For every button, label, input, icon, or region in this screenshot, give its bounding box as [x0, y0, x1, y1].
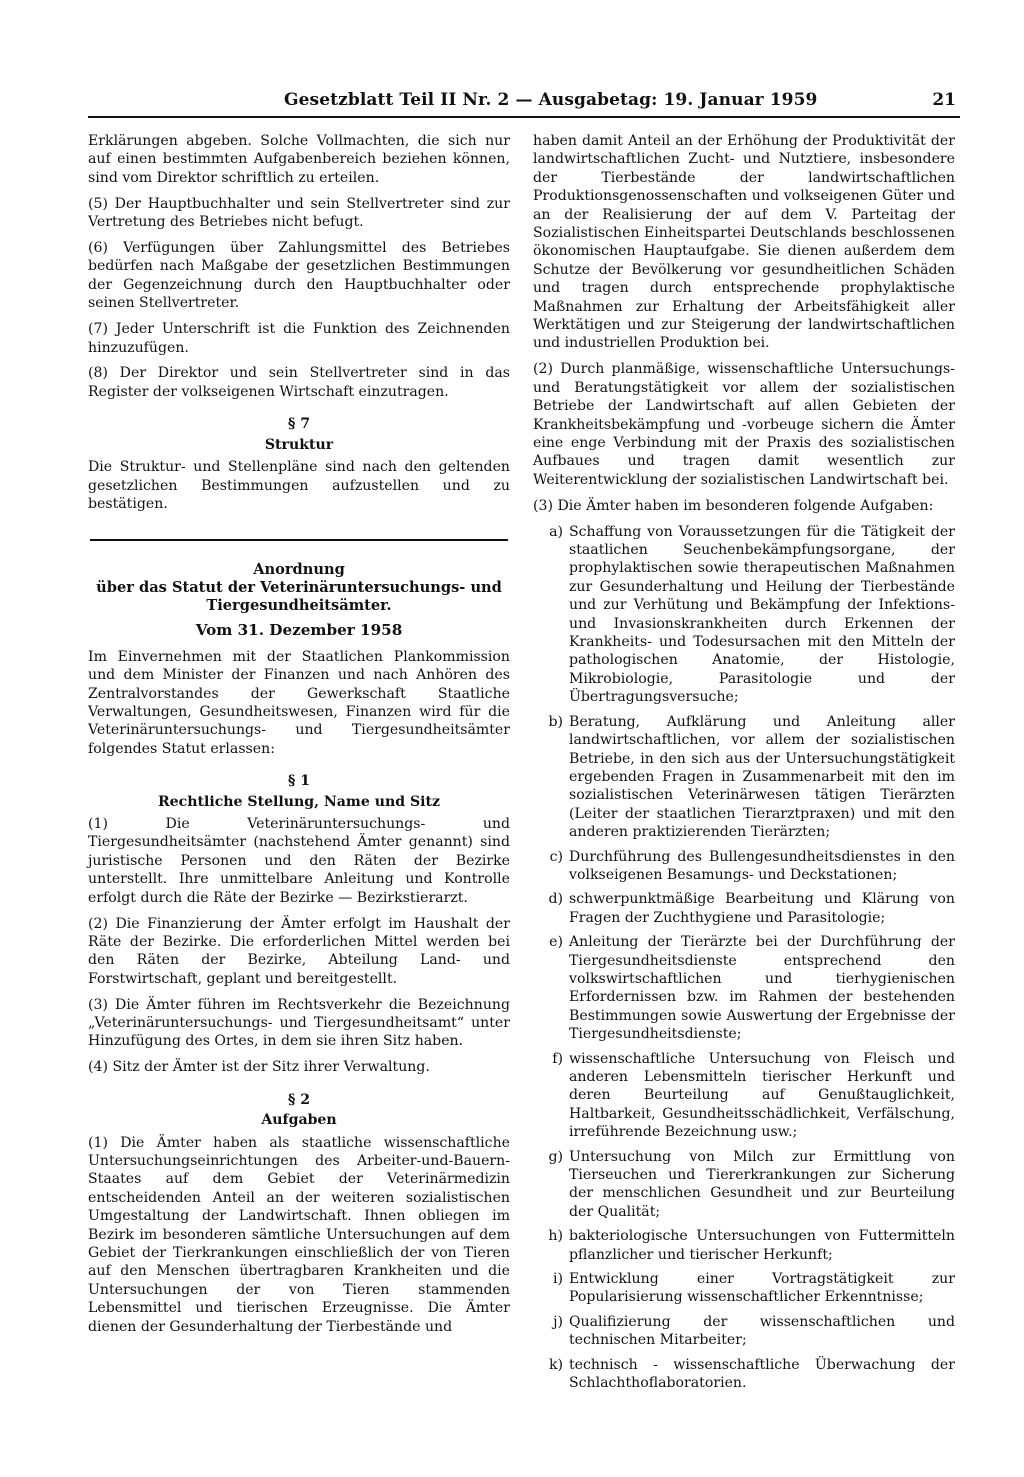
list-item	[533, 523, 955, 707]
preamble: Im Einvernehmen mit der Staatlichen Plankommission und dem Minister der Finanzen und nach Anhören des Zentralvorstandes der Gewerkschaft Staatliche Verwaltungen, Gesundheitswesen, Finanzen wird für die Veterinäruntersuchungs- und Tiergesundheitsämter folgendes Statut erlassen:	[88, 648, 510, 757]
item-label: h)	[548, 1228, 563, 1245]
item-label: i)	[552, 1271, 563, 1288]
paragraph: (5) Der Hauptbuchhalter und sein Stellvertreter sind zur Vertretung des Betriebes nicht befugt.	[88, 195, 510, 231]
paragraph: (1) Die Veterinäruntersuchungs- und Tiergesundheitsämter (nachstehend Ämter genannt) sind juristische Personen und den Räten der Bezirke unterstellt. Ihre unmittelbare Anleitung und Kontrolle erfolgt durch die Räte der Bezirke — Bezirkstierarzt.	[88, 815, 510, 906]
item-text: wissenschaftliche Untersuchung von Fleisch und anderen Lebensmitteln tierischer Herkunft und deren Beurteilung auf Genußtauglichkeit, Haltbarkeit, Gesundheitsschädlichkeit, Verfälschung, irreführende Bezeichnung usw.;	[569, 1050, 955, 1141]
section-heading: Aufgaben	[261, 1112, 337, 1129]
item-text: Beratung, Aufklärung und Anleitung aller landwirtschaftlichen, vor allem der sozialistischen Betriebe, in den sich aus der Untersuchungstätigkeit ergebenden Fragen in Zusammenarbeit mit den im sozialistischen Veterinärwesen tätigen Tierärzten (Leiter der staatlichen Tierarztpraxen) und mit den anderen praktizierenden Tierärzten;	[569, 713, 955, 841]
item-text: Qualifizierung der wissenschaftlichen und technischen Mitarbeiter;	[569, 1313, 955, 1349]
item-text: Entwicklung einer Vortragstätigkeit zur Popularisierung wissenschaftlicher Erkenntnisse;	[569, 1271, 955, 1306]
list-item	[533, 1313, 955, 1350]
paragraph: haben damit Anteil an der Erhöhung der Produktivität der landwirtschaftlichen Zucht- und Nutztiere, insbesondere der Tierbestände der landwirtschaftlichen Produktionsgenossenschaften und volkseigenen Güter und an der Realisierung der auf dem V. Parteitag der Sozialistischen Einheitspartei Deutschlands beschlossenen ökonomischen Hauptaufgabe. Sie dienen außerdem dem Schutze der Bevölkerung vor gesundheitlichen Schäden und tragen durch entsprechende prophylaktische Maßnahmen zur Erhaltung der Arbeitsfähigkeit aller Werktätigen und zur Steigerung der landwirtschaftlichen und industriellen Produktion bei.	[533, 133, 956, 352]
list-item	[533, 1356, 955, 1393]
item-text: Schaffung von Voraussetzungen für die Tätigkeit der staatlichen Seuchenbekämpfungsorgane, der prophylaktischen sowie therapeutischen Maßnahmen zur Gesunderhaltung und Heilung der Tierbestände und zur Verhütung und Bekämpfung der Infektions- und Invasionskrankheiten durch Erkennen der Krankheits- und Todesursachen mit den Mitteln der pathologischen Anatomie, der Histologie, Mikrobiologie, Parasitologie und der Übertragungsversuche;	[569, 523, 955, 706]
item-text: schwerpunktmäßige Bearbeitung und Klärung von Fragen der Zuchthygiene und Parasitologie;	[569, 891, 955, 926]
item-label: f)	[552, 1050, 563, 1067]
item-text: technisch - wissenschaftliche Überwachung der Schlachthoflaboratorien.	[569, 1356, 955, 1392]
item-label: a)	[549, 523, 563, 540]
paragraph: (1) Die Ämter haben als staatliche wissenschaftliche Untersuchungseinrichtungen des Arbeiter-und-Bauern-Staates auf dem Gebiet der Veterinärmedizin entscheidenden Anteil an der weiteren sozialistischen Umgestaltung der Landwirtschaft. Ihnen obliegen im Bezirk im besonderen sämtliche Untersuchungen auf dem Gebiet der Tierkrankungen einschließlich der von Tieren auf den Menschen übertragbaren Krankheiten und die Untersuchungen der von Tieren stammenden Lebensmittel und tierischen Erzeugnisse. Die Ämter dienen der Gesunderhaltung der Tierbestände und	[88, 1134, 510, 1335]
right-column	[533, 132, 955, 1399]
list-item	[533, 1050, 955, 1142]
list-item	[533, 1270, 955, 1307]
section-divider	[90, 539, 508, 541]
page-number: 21	[932, 90, 956, 110]
list-item	[533, 1148, 955, 1222]
item-text: Anleitung der Tierärzte bei der Durchführung der Tiergesundheitsdienste entsprechend den volkswirtschaftlichen und tierhygienischen Erfordernissen bzw. im Rahmen der bestehenden Bestimmungen sowie Auswertung der Ergebnisse der Tiergesundheitsdienste;	[569, 934, 955, 1043]
page-header	[88, 90, 960, 118]
item-label: k)	[548, 1356, 563, 1373]
paragraph: (4) Sitz der Ämter ist der Sitz ihrer Verwaltung.	[88, 1059, 430, 1076]
paragraph: (7) Jeder Unterschrift ist die Funktion des Zeichnenden hinzuzufügen.	[88, 321, 510, 356]
section-number: § 2	[287, 1091, 311, 1108]
ordinance-title	[88, 561, 510, 615]
item-label: j)	[553, 1313, 563, 1330]
item-label: d)	[548, 891, 563, 908]
ordinance-title-line: Anordnung	[253, 561, 345, 579]
item-label: c)	[549, 848, 563, 865]
task-list	[533, 523, 955, 1393]
header-title: Gesetzblatt Teil II Nr. 2 — Ausgabetag: 19. Januar 1959	[284, 90, 818, 110]
item-label: g)	[548, 1148, 563, 1165]
section-heading: Rechtliche Stellung, Name und Sitz	[157, 793, 441, 810]
section-number: § 7	[287, 416, 311, 433]
ordinance-subtitle: über das Statut der Veterinäruntersuchungs- und Tiergesundheitsämter.	[96, 579, 502, 615]
item-label: b)	[548, 713, 563, 730]
left-column	[88, 132, 510, 1344]
list-item	[533, 933, 955, 1043]
paragraph: (8) Der Direktor und sein Stellvertreter sind in das Register der volkseigenen Wirtschaft einzutragen.	[88, 365, 510, 400]
list-item	[533, 848, 955, 885]
item-text: bakteriologische Untersuchungen von Futtermitteln pflanzlicher und tierischer Herkunft;	[569, 1228, 955, 1263]
list-item	[533, 1227, 955, 1264]
paragraph: (2) Durch planmäßige, wissenschaftliche Untersuchungs- und Beratungstätigkeit vor allem der sozialistischen Betriebe der Landwirtschaft auf allen Gebieten der Krankheitsbekämpfung und -vorbeuge sichern die Ämter eine enge Verbindung mit der Praxis des sozialistischen Aufbaues und tragen damit wesentlich zur Weiterentwicklung der sozialistischen Landwirtschaft bei.	[533, 361, 955, 488]
paragraph: (6) Verfügungen über Zahlungsmittel des Betriebes bedürfen nach Maßgabe der gesetzlichen Bestimmungen der Gegenzeichnung durch den Hauptbuchhalter oder seinen Stellvertreter.	[88, 240, 510, 312]
paragraph: (2) Die Finanzierung der Ämter erfolgt im Haushalt der Räte der Bezirke. Die erforderlichen Mittel werden bei den Räten der Bezirke, Abteilung Land- und Forstwirtschaft, geplant und bereitgestellt.	[88, 915, 510, 987]
list-item	[533, 713, 955, 842]
section-heading: Struktur	[264, 436, 334, 453]
paragraph: (3) Die Ämter haben im besonderen folgende Aufgaben:	[533, 497, 934, 514]
item-label: e)	[549, 934, 563, 951]
paragraph: Erklärungen abgeben. Solche Vollmachten, die sich nur auf einen bestimmten Aufgabenbereich beziehen können, sind vom Direktor schriftlich zu erteilen.	[88, 133, 510, 186]
list-item	[533, 890, 955, 927]
item-text: Untersuchung von Milch zur Ermittlung von Tierseuchen und Tiererkrankungen zur Sicherung der menschlichen Gesundheit und zur Beurteilung der Qualität;	[569, 1148, 955, 1220]
ordinance-date: Vom 31. Dezember 1958	[195, 621, 403, 640]
item-text: Durchführung des Bullengesundheitsdienstes in den volkseigenen Besamungs- und Deckstationen;	[569, 848, 955, 883]
section-number: § 1	[287, 773, 311, 790]
paragraph: Die Struktur- und Stellenpläne sind nach den geltenden gesetzlichen Bestimmungen aufzustellen und zu bestätigen.	[88, 459, 510, 512]
paragraph: (3) Die Ämter führen im Rechtsverkehr die Bezeichnung „Veterinäruntersuchungs- und Tiergesundheitsamt“ unter Hinzufügung des Ortes, in dem sie ihren Sitz haben.	[88, 996, 510, 1050]
